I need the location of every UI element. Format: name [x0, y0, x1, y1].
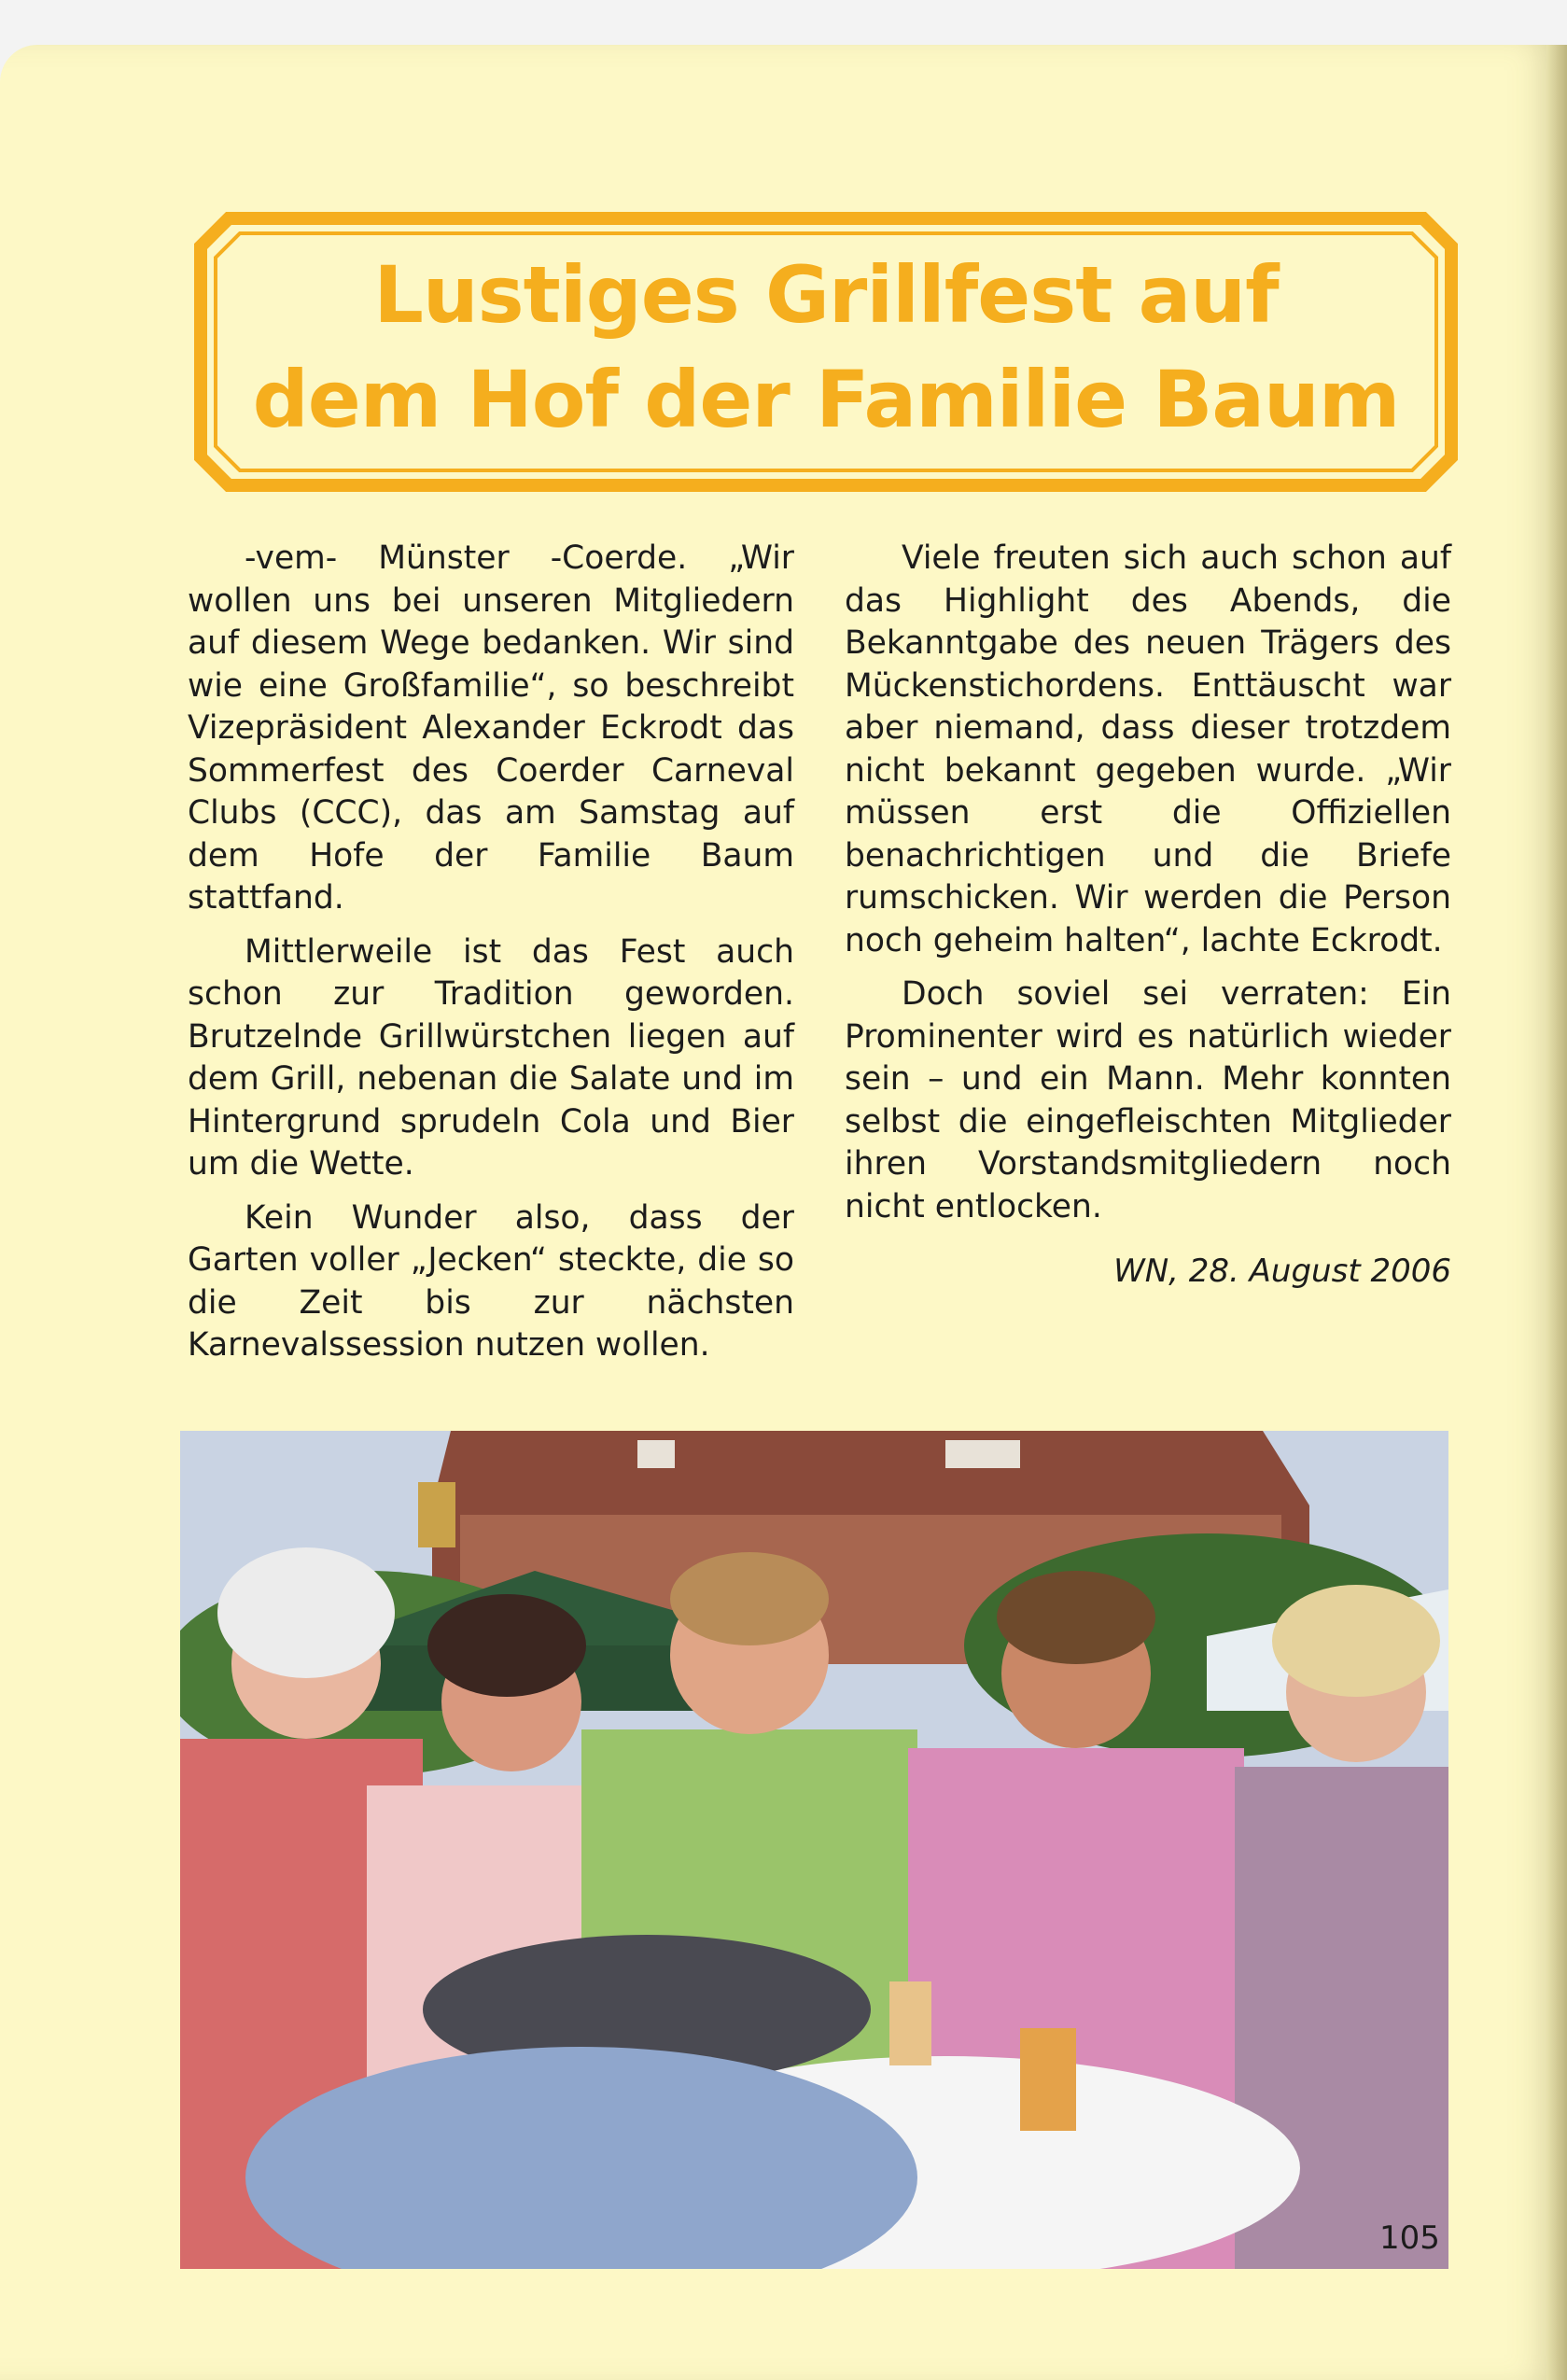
page-number: 105	[1379, 2219, 1440, 2257]
paragraph: Kein Wunder also, dass der Garten voller „Jecken“ steckte, die so die Zeit bis zur nächsten Karnevalssession nutzen wollen.	[188, 1198, 794, 1364]
headline-line-1: Lustiges Grillfest auf	[373, 249, 1279, 341]
headline-line-2: dem Hof der Familie Baum	[252, 354, 1400, 445]
source-byline: WN, 28. August 2006	[1113, 1253, 1451, 1290]
headline	[191, 243, 1461, 452]
paragraph: -vem- Münster -Coerde. „Wir wollen uns bei unseren Mitgliedern auf diesem Wege bedanken. Wir sind wie eine Großfamilie“, so beschreibt Vizepräsident Alexander Eckrodt das Sommerfest des Coerder Carneval Clubs (CCC), das am Samstag auf dem Hofe der Familie Baum stattfand.	[188, 539, 794, 917]
paragraph: Mittlerweile ist das Fest auch schon zur Tradition geworden. Brutzelnde Grillwürstchen liegen auf dem Grill, nebenan die Salate und im Hintergrund sprudeln Cola und Bier um die Wette.	[188, 932, 794, 1183]
article-column-right	[845, 538, 1451, 1239]
group-photo	[180, 1431, 1448, 2269]
article-column-left	[188, 538, 794, 1379]
paragraph: Doch soviel sei verraten: Ein Prominenter wird es natürlich wieder sein – und ein Mann. Mehr konnten selbst die eingefleischten Mitglieder ihren Vorstandsmitgliedern noch nicht entlocken.	[845, 975, 1451, 1225]
paragraph: Viele freuten sich auch schon auf das Highlight des Abends, die Bekanntgabe des neuen Trägers des Mückenstichordens. Enttäuscht war aber niemand, dass dieser trotzdem nicht bekannt gegeben wurde. „Wir müssen erst die Offiziellen benachrichtigen und die Briefe rumschicken. Wir werden die Person noch geheim halten“, lachte Eckrodt.	[845, 539, 1451, 959]
page-edge-shadow	[1546, 45, 1567, 2380]
